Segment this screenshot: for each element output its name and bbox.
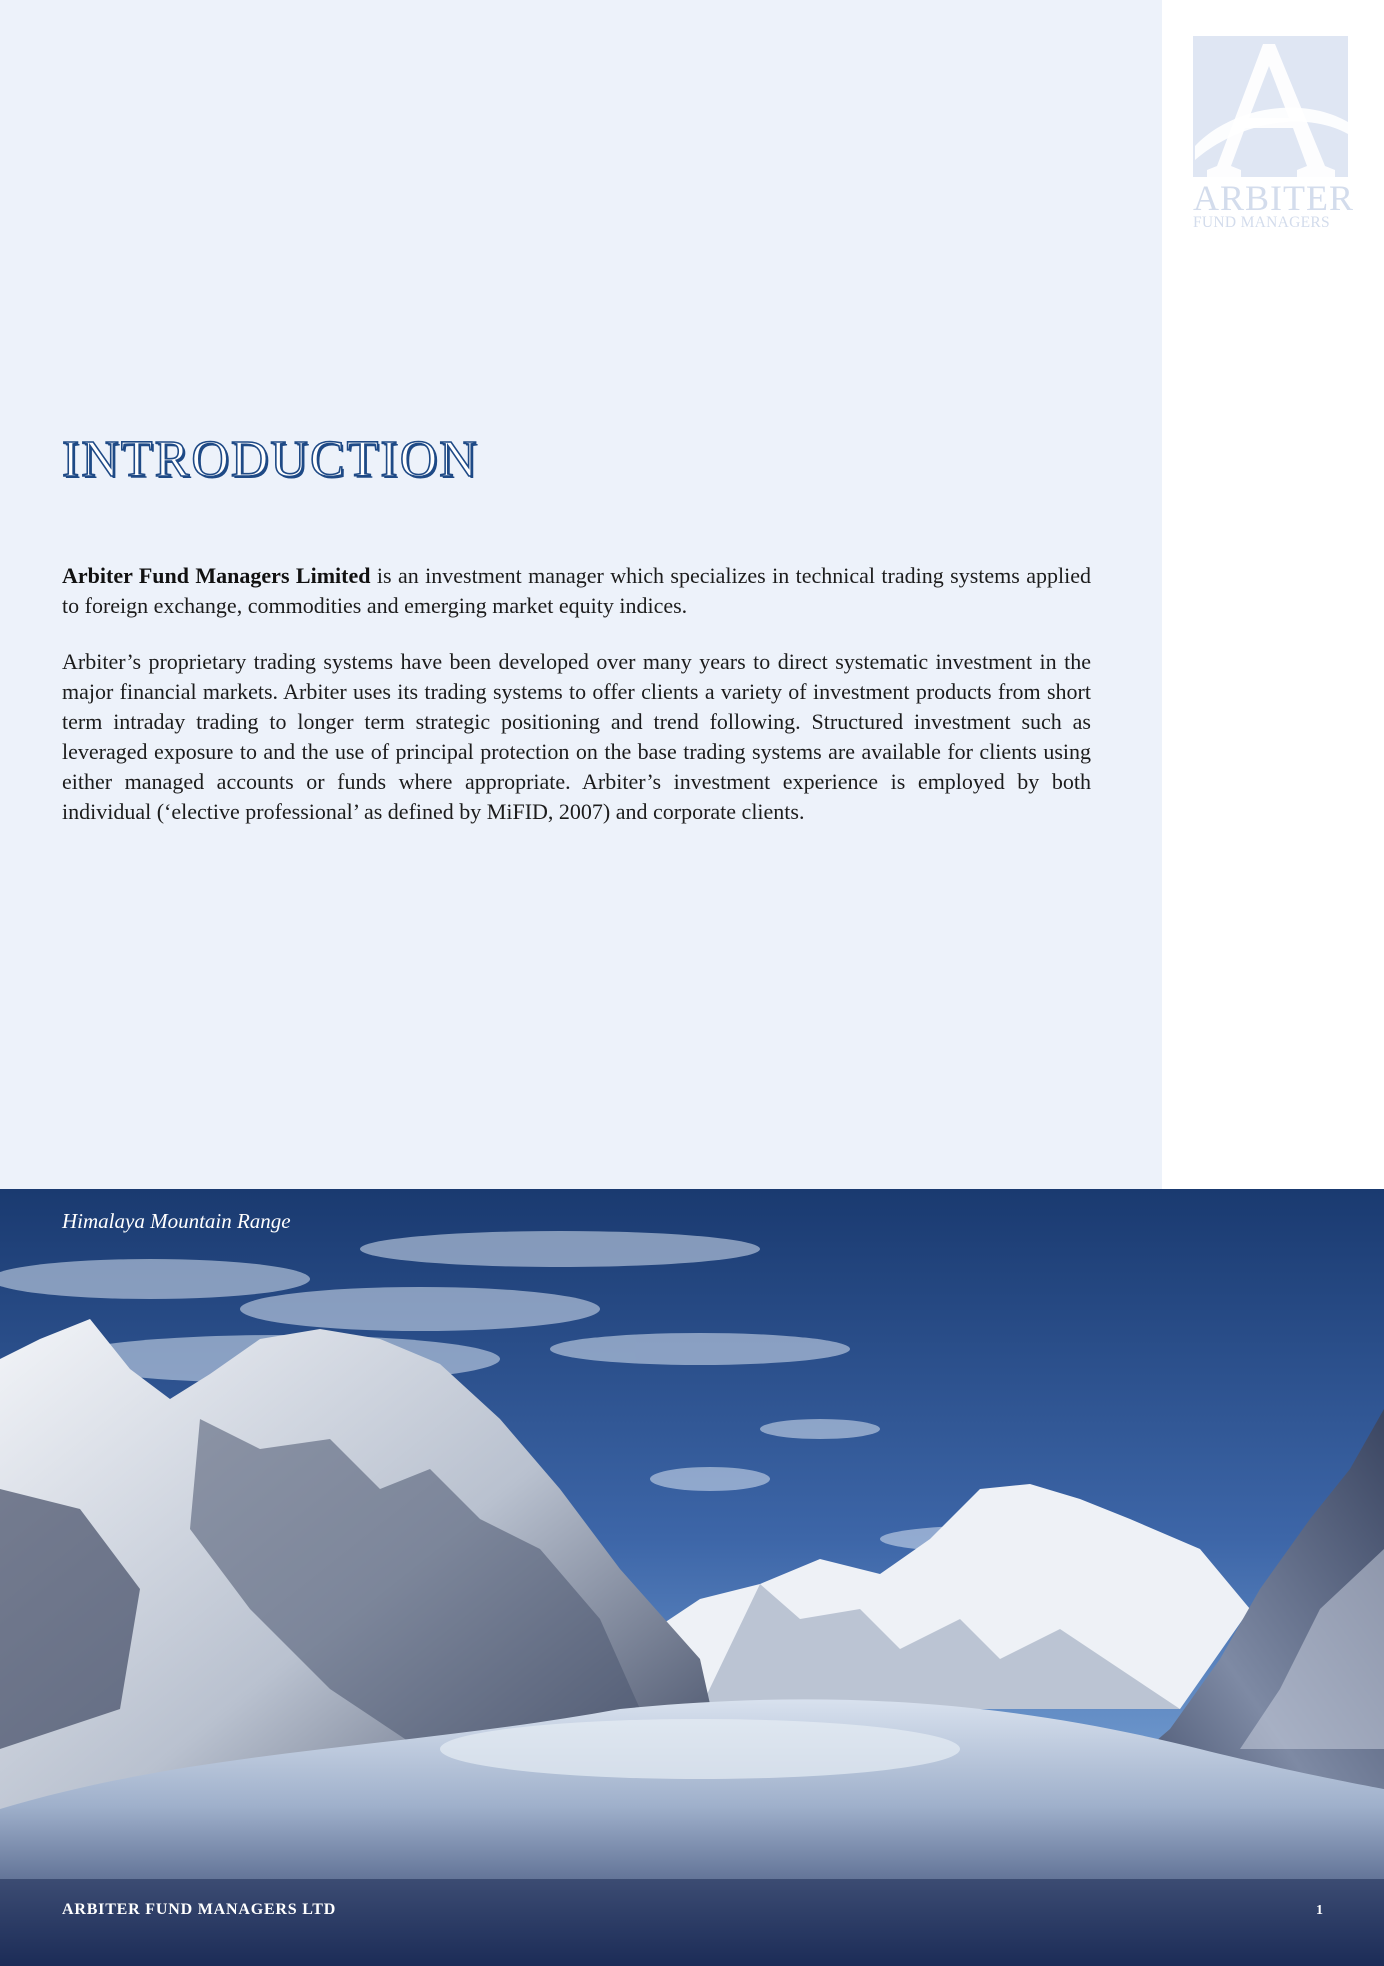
footer-company-name: ARBITER FUND MANAGERS LTD bbox=[62, 1901, 337, 1918]
logo-name: ARBITER bbox=[1193, 178, 1355, 218]
page-title: INTRODUCTION bbox=[62, 431, 479, 488]
logo-subtitle: FUND MANAGERS bbox=[1193, 214, 1330, 231]
page-number: 1 bbox=[1316, 1903, 1323, 1918]
logo-a-icon bbox=[1193, 36, 1348, 177]
intro-body bbox=[62, 561, 1091, 853]
mountain-photo bbox=[0, 1189, 1384, 1966]
company-name-bold: Arbiter Fund Managers Limited bbox=[62, 563, 371, 588]
logo-mark bbox=[1193, 36, 1348, 177]
arbiter-logo bbox=[1193, 36, 1355, 231]
paragraph-1 bbox=[62, 561, 1091, 621]
mountain-illustration bbox=[0, 1189, 1384, 1966]
photo-caption: Himalaya Mountain Range bbox=[62, 1209, 291, 1233]
paragraph-2: Arbiter’s proprietary trading systems have been developed over many years to direct systematic investment in the major financial markets. Arbiter uses its trading systems to offer clients a variety of investment products from short term intraday trading to longer term strategic positioning and trend following. Structured investment such as leveraged exposure to and the use of principal protection on the base trading systems are available for clients using either managed accounts or funds where appropriate. Arbiter’s investment experience is employed by both individual (‘elective professional’ as defined by MiFID, 2007) and corporate clients. bbox=[62, 649, 1091, 824]
paragraph-1-text: is an investment manager which specializes in technical trading systems applied to foreign exchange, commodities and emerging market equity indices. bbox=[62, 563, 1091, 618]
